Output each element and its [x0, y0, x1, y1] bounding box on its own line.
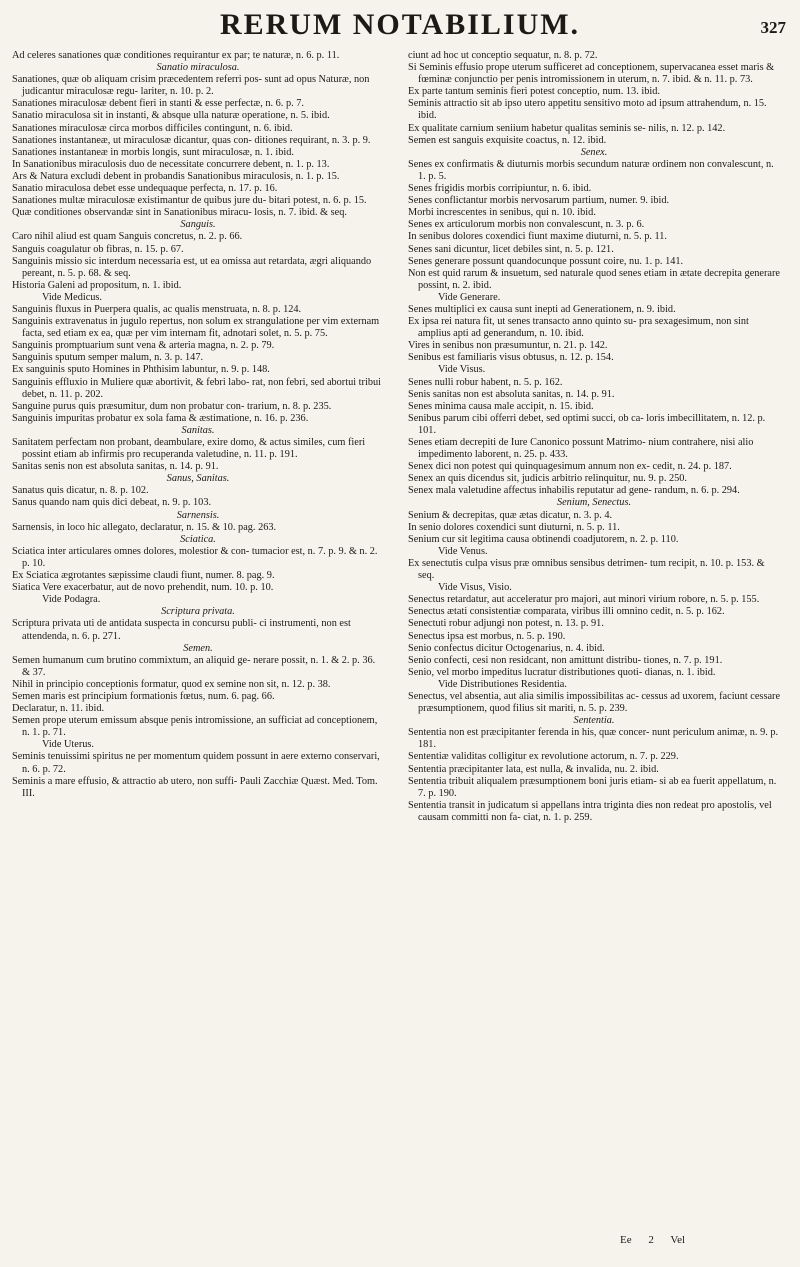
- index-entry: Senibus parum cibi offerri debet, sed optimi succi, ob ca- loris imbecillitatem, n. 12. p. 101.: [408, 412, 766, 436]
- index-entry: Senes ex confirmatis & diuturnis morbis secundum naturæ ordinem non convalescunt, n. 1. p. 5.: [408, 158, 774, 182]
- index-entry: Sanguine purus quis præsumitur, dum non probatur con- trarium, n. 8. p. 235.: [12, 400, 332, 412]
- cross-reference: Vide Visus, Visio.: [438, 582, 512, 594]
- index-entry: Senio confectus dicitur Octogenarius, n. 4. ibid.: [408, 642, 605, 654]
- index-entry: Non est quid rarum & insuetum, sed naturale quod senes etiam in ætate decrepita generare possint, n. 2. ibid.: [408, 267, 780, 291]
- index-entry: Sanatio miraculosa sit in instanti, & absque ulla naturæ operatione, n. 5. ibid.: [12, 110, 330, 122]
- index-entry: Ex parte tantum seminis fieri potest conceptio, num. 13. ibid.: [408, 86, 660, 98]
- index-entry: Senium cur sit legitima causa obtinendi coadjutorem, n. 2. p. 110.: [408, 533, 679, 545]
- index-entry: Seminis tenuissimi spiritus ne per momentum quidem possunt in aere externo conservari, n. 6. p. 72.: [12, 751, 380, 775]
- index-entry: Senis sanitas non est absoluta sanitas, n. 14. p. 91.: [408, 388, 615, 400]
- index-entry: Sanitas senis non est absoluta sanitas, n. 14. p. 91.: [12, 461, 219, 473]
- index-heading: Sciatica.: [180, 533, 216, 545]
- index-entry: Quæ conditiones observandæ sint in Sanationibus miracu- losis, n. 7. ibid. & seq.: [12, 207, 347, 219]
- index-entry: Senes nulli robur habent, n. 5. p. 162.: [408, 376, 563, 388]
- index-entry: Senio confecti, cesi non residcant, non amittunt distribu- tiones, n. 7. p. 191.: [408, 654, 723, 666]
- index-entry: Sanguinis missio sic interdum necessaria est, ut ea omissa aut retardata, ægri aliquando pereant, n. 5. p. 68. & seq.: [12, 255, 372, 279]
- index-entry: In senibus dolores coxendici fiunt maxime diuturni, n. 5. p. 11.: [408, 231, 668, 243]
- footer-signature: [620, 1234, 699, 1246]
- index-entry: Sanguinis impuritas probatur ex sola fama & æstimatione, n. 16. p. 236.: [12, 412, 309, 424]
- index-entry: Sanguinis extravenatus in jugulo repertus, non solum ex strangulatione per vim externam facta, sed etiam ex ea, quæ per vim internam fit, adnotari solet, n. 5. p. 75.: [12, 316, 380, 340]
- index-entry: Seminis a mare effusio, & attractio ab utero, non suffi- Pauli Zacchiæ Quæst. Med. Tom. III.: [12, 775, 378, 799]
- cross-reference: Vide Podagra.: [42, 594, 101, 606]
- index-entry: Senectus ipsa est morbus, n. 5. p. 190.: [408, 630, 566, 642]
- index-entry: Vires in senibus non præsumuntur, n. 21. p. 142.: [408, 340, 608, 352]
- index-entry: Sanationes, quæ ob aliquam crisim præcedentem referri pos- sunt ad opus Naturæ, non judicantur miraculosæ regu- lariter, n. 10. p. 2.: [12, 74, 370, 98]
- index-heading: Sanus, Sanitas.: [166, 473, 230, 485]
- index-entry: Senectuti robur adjungi non potest, n. 13. p. 91.: [408, 618, 604, 630]
- index-heading: Senex.: [580, 146, 608, 158]
- index-entry: Sanationes miraculosæ circa morbos difficiles contingunt, n. 6. ibid.: [12, 122, 293, 134]
- catchword: Vel: [670, 1234, 686, 1246]
- index-heading: Senium, Senectus.: [556, 497, 632, 509]
- index-entry: Senium & decrepitas, quæ ætas dicatur, n. 3. p. 4.: [408, 509, 613, 521]
- index-entry: Ars & Natura excludi debent in probandis Sanationibus miraculosis, n. 1. p. 15.: [12, 170, 340, 182]
- cross-reference: Vide Uterus.: [42, 739, 94, 751]
- index-entry: Sanguis coagulatur ob fibras, n. 15. p. 67.: [12, 243, 184, 255]
- index-entry: Sanus quando nam quis dici debeat, n. 9. p. 103.: [12, 497, 212, 509]
- running-head: RERUM NOTABILIUM.: [219, 8, 581, 41]
- index-entry: Senibus est familiaris visus obtusus, n. 12. p. 154.: [408, 352, 614, 364]
- index-heading: Sententia.: [573, 715, 615, 727]
- index-entry: Sententia non est præcipitanter ferenda in his, quæ concer- nunt periculum animæ, n. 9. p. 181.: [408, 727, 779, 751]
- index-entry: Ex Sciatica ægrotantes sæpissime claudi fiunt, numer. 8. pag. 9.: [12, 570, 275, 582]
- right-column: [408, 50, 780, 824]
- index-entry: Sanitatem perfectam non probant, deambulare, exire domo, & actus similes, cum fieri possint etiam ab infirmis pro recuperanda valetudine, n. 11. p. 191.: [12, 437, 366, 461]
- index-entry: Ex ipsa rei natura fit, ut senes transacto anno quinto su- pra sexagesimum, non sint amplius apti ad generandum, n. 10. ibid.: [408, 316, 749, 340]
- index-entry: Senectus, vel absentia, aut alia similis impossibilitas ac- cessus ad uxorem, faciunt cessare præsumptionem, quod filius sit mariti, n. 5. p. 239.: [408, 690, 781, 715]
- index-entry: Sanatus quis dicatur, n. 8. p. 102.: [12, 485, 149, 497]
- index-entry: Historia Galeni ad propositum, n. 1. ibid.: [12, 279, 182, 291]
- index-heading: Sanatio miraculosa.: [156, 62, 240, 74]
- index-entry: Sanguinis effluxio in Muliere quæ abortivit, & febri labo- rat, non febri, sed abortui tribui debet, n. 11. p. 202.: [12, 376, 381, 400]
- index-entry: Caro nihil aliud est quam Sanguis concretus, n. 2. p. 66.: [12, 231, 243, 243]
- index-heading: Sarnensis.: [176, 509, 220, 521]
- index-entry: Sanguinis promptuarium sunt vena & arteria magna, n. 2. p. 79.: [12, 340, 275, 352]
- index-entry: Senex mala valetudine affectus inhabilis reputatur ad gene- randum, n. 6. p. 294.: [408, 485, 740, 497]
- index-entry: Scriptura privata uti de antidata suspecta in concursu publi- ci instrumenti, non est attendenda, n. 6. p. 271.: [12, 618, 351, 642]
- index-entry: Ex qualitate carnium seniium habetur qualitas seminis se- nilis, n. 12. p. 142.: [408, 122, 726, 134]
- index-entry: Sententiæ validitas colligitur ex revolutione actorum, n. 7. p. 229.: [408, 751, 679, 763]
- index-entry: In Sanationibus miraculosis duo de necessitate concurrere debent, n. 1. p. 13.: [12, 158, 330, 170]
- index-heading: Scriptura privata.: [161, 606, 235, 618]
- index-entry: Senes multiplici ex causa sunt inepti ad Generationem, n. 9. ibid.: [408, 303, 676, 315]
- index-entry: Si Seminis effusio prope uterum sufficeret ad conceptionem, supervacanea esset maris & fœminæ conjunctio per penis intromissionem in uterum, n. 7. ibid. & n. 11. p. 73.: [408, 62, 775, 86]
- index-entry: ciunt ad hoc ut conceptio sequatur, n. 8. p. 72.: [408, 50, 598, 61]
- index-entry: Sarnensis, in loco hic allegato, declaratur, n. 15. & 10. pag. 263.: [12, 521, 277, 533]
- index-entry: Senes generare possunt quandocunque possunt coire, nu. 1. p. 141.: [408, 255, 684, 267]
- index-entry: Sanguinis fluxus in Puerpera qualis, ac qualis menstruata, n. 8. p. 124.: [12, 303, 302, 315]
- index-entry: Senex an quis dicendus sit, judicis arbitrio relinquitur, nu. 9. p. 250.: [408, 473, 687, 485]
- cross-reference: Vide Medicus.: [42, 291, 103, 303]
- index-entry: Senio, vel morbo impeditus lucratur distributiones quoti- dianas, n. 1. ibid.: [408, 666, 716, 678]
- cross-reference: Vide Visus.: [438, 364, 486, 376]
- signature-number: 2: [648, 1234, 654, 1246]
- index-entry: In senio dolores coxendici sunt diuturni, n. 5. p. 11.: [408, 521, 620, 533]
- index-entry: Senes frigidis morbis corripiuntur, n. 6. ibid.: [408, 183, 592, 195]
- index-heading: Sanitas.: [181, 424, 215, 436]
- index-entry: Sententia præcipitanter lata, est nulla, & invalida, nu. 2. ibid.: [408, 763, 659, 775]
- index-entry: Sanationes multæ miraculosæ existimantur de quibus jure du- bitari potest, n. 6. p. 15.: [12, 195, 367, 207]
- index-heading: Sanguis.: [180, 219, 216, 231]
- index-entry: Semen est sanguis exquisite coactus, n. 12. ibid.: [408, 134, 607, 146]
- index-entry: Senectus retardatur, aut acceleratur pro majori, aut minori virium robore, n. 5. p. 155.: [408, 594, 760, 606]
- index-entry: Siatica Vere exacerbatur, aut de novo prehendit, num. 10. p. 10.: [12, 582, 274, 594]
- signature-mark: Ee: [620, 1234, 632, 1246]
- cross-reference: Vide Generare.: [438, 291, 501, 303]
- index-entry: Sanationes instantaneæ, ut miraculosæ dicantur, quas con- ditiones requirant, n. 3. p. 9.: [12, 134, 371, 146]
- index-entry: Semen prope uterum emissum absque penis intromissione, an sufficiat ad conceptionem, n. 1. p. 71.: [12, 715, 378, 739]
- index-entry: Senes etiam decrepiti de Iure Canonico possunt Matrimo- nium contrahere, nisi alio impedimento laborent, n. 25. p. 433.: [408, 437, 754, 461]
- index-entry: Declaratur, n. 11. ibid.: [12, 703, 105, 715]
- index-entry: Ad celeres sanationes quæ conditiones requirantur ex par; te naturæ, n. 6. p. 11.: [12, 50, 340, 61]
- index-entry: Sententia transit in judicatum si appellans intra triginta dies non redeat pro apostolis, vel causam committi non fa- ciat, n. 1. p. 259.: [408, 799, 772, 823]
- index-entry: Senectus ætati consistentiæ comparata, viribus illi omnino cedit, n. 5. p. 162.: [408, 606, 725, 618]
- index-entry: Nihil in principio conceptionis formatur, quod ex semine non sit, n. 12. p. 38.: [12, 678, 331, 690]
- index-entry: Sanationes miraculosæ debent fieri in stanti & esse perfectæ, n. 6. p. 7.: [12, 98, 304, 110]
- index-entry: Senes ex articulorum morbis non convalescunt, n. 3. p. 6.: [408, 219, 645, 231]
- index-entry: Sanationes instantaneæ in morbis longis, sunt miraculosæ, n. 1. ibid.: [12, 146, 295, 158]
- index-entry: Senes minima causa male accipit, n. 15. ibid.: [408, 400, 594, 412]
- cross-reference: Vide Venus.: [438, 545, 488, 557]
- index-entry: Senes conflictantur morbis nervosarum partium, numer. 9. ibid.: [408, 195, 670, 207]
- cross-reference: Vide Distributiones Residentia.: [438, 678, 567, 690]
- left-column: [12, 50, 384, 800]
- index-entry: Sanguinis sputum semper malum, n. 3. p. 147.: [12, 352, 204, 364]
- index-entry: Senex dici non potest qui quinquagesimum annum non ex- cedit, n. 24. p. 187.: [408, 461, 732, 473]
- index-entry: Ex senectutis culpa visus præ omnibus sensibus detrimen- tum recipit, n. 10. p. 153. & seq.: [408, 557, 765, 582]
- index-heading: Semen.: [183, 642, 213, 654]
- index-entry: Sanatio miraculosa debet esse undequaque perfecta, n. 17. p. 16.: [12, 183, 278, 195]
- page-number: 327: [760, 18, 786, 37]
- index-entry: Morbi increscentes in senibus, qui n. 10. ibid.: [408, 207, 596, 219]
- index-entry: Sententia tribuit aliqualem præsumptionem boni juris etiam- si ab ea fuerit appellatum, n. 7. p. 190.: [408, 775, 777, 799]
- index-entry: Seminis attractio sit ab ipso utero appetitu sensitivo moto ad ipsum attrahendum, n. 15. ibid.: [408, 98, 767, 122]
- index-entry: Senes sani dicuntur, licet debiles sint, n. 5. p. 121.: [408, 243, 614, 255]
- index-entry: Semen maris est principium formationis fœtus, num. 6. pag. 66.: [12, 690, 275, 702]
- index-entry: Semen humanum cum brutino commixtum, an aliquid ge- nerare possit, n. 1. & 2. p. 36. & 37.: [12, 654, 376, 678]
- index-entry: Sciatica inter articulares omnes dolores, molestior & con- tumacior est, n. 7. p. 9. & n. 2. p. 10.: [12, 545, 378, 569]
- index-entry: Ex sanguinis sputo Homines in Phthisim labuntur, n. 9. p. 148.: [12, 364, 270, 376]
